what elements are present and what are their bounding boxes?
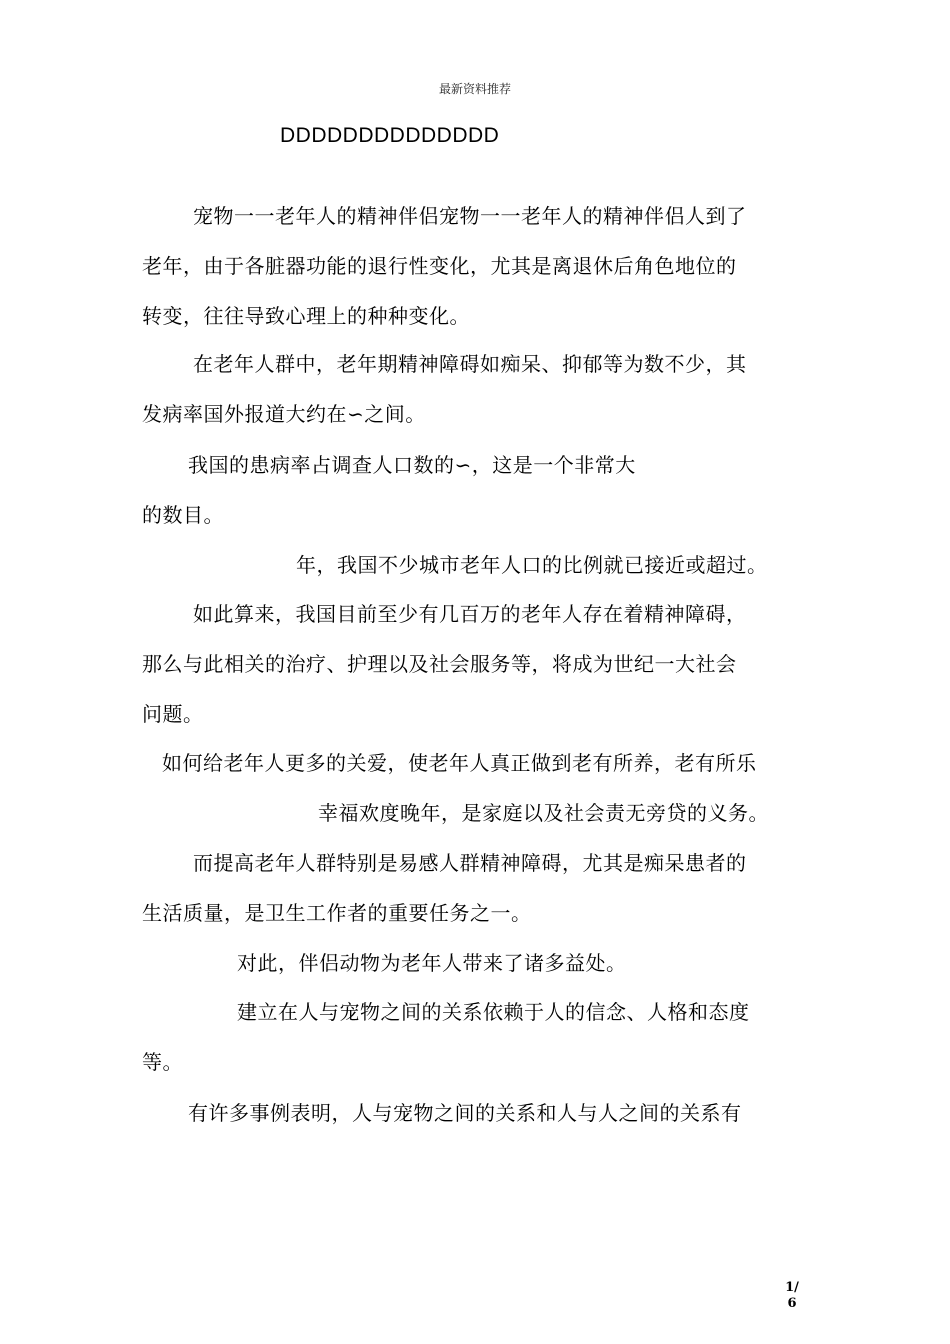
paragraph-line: 有许多事例表明，人与宠物之间的关系和人与人之间的关系有 xyxy=(188,1101,742,1125)
paragraph-line: 问题。 xyxy=(142,702,204,726)
paragraph-line: 幸福欢度晚年，是家庭以及社会责无旁贷的义务。 xyxy=(318,801,769,825)
paragraph-line: 对此，伴侣动物为老年人带来了诸多益处。 xyxy=(237,951,627,975)
paragraph-line: 转变，往往导致心理上的种种变化。 xyxy=(142,304,470,328)
paragraph-line: 老年，由于各脏器功能的退行性变化，尤其是离退休后角色地位的 xyxy=(142,254,737,278)
paragraph-line: 而提高老年人群特别是易感人群精神障碍，尤其是痴呆患者的 xyxy=(193,851,747,875)
paragraph-line: 发病率国外报道大约在∽之间。 xyxy=(142,402,426,426)
paragraph-line: 我国的患病率占调查人口数的∽，这是一个非常大 xyxy=(188,453,636,477)
page-number-current: 1/ xyxy=(785,1280,799,1295)
page-number xyxy=(780,1280,804,1312)
paragraph-line: 宠物一一老年人的精神伴侣宠物一一老年人的精神伴侣人到了 xyxy=(193,204,747,228)
page-header: 最新资料推荐 xyxy=(438,82,511,96)
paragraph-line: 生活质量，是卫生工作者的重要任务之一。 xyxy=(142,901,532,925)
paragraph-line: 的数目。 xyxy=(142,503,224,527)
paragraph-line: 等。 xyxy=(142,1050,183,1074)
document-title: DDDDDDDDDDDDDD xyxy=(280,124,500,147)
paragraph-line: 那么与此相关的治疗、护理以及社会服务等，将成为世纪一大社会 xyxy=(142,652,737,676)
paragraph-line: 年，我国不少城市老年人口的比例就已接近或超过。 xyxy=(296,553,768,577)
paragraph-line: 建立在人与宠物之间的关系依赖于人的信念、人格和态度 xyxy=(237,1000,750,1024)
paragraph-line: 如此算来，我国目前至少有几百万的老年人存在着精神障碍， xyxy=(193,602,747,626)
page-number-total: 6 xyxy=(787,1296,797,1311)
paragraph-line: 如何给老年人更多的关爱，使老年人真正做到老有所养，老有所乐 xyxy=(162,751,757,775)
paragraph-line: 在老年人群中，老年期精神障碍如痴呆、抑郁等为数不少，其 xyxy=(193,352,747,376)
